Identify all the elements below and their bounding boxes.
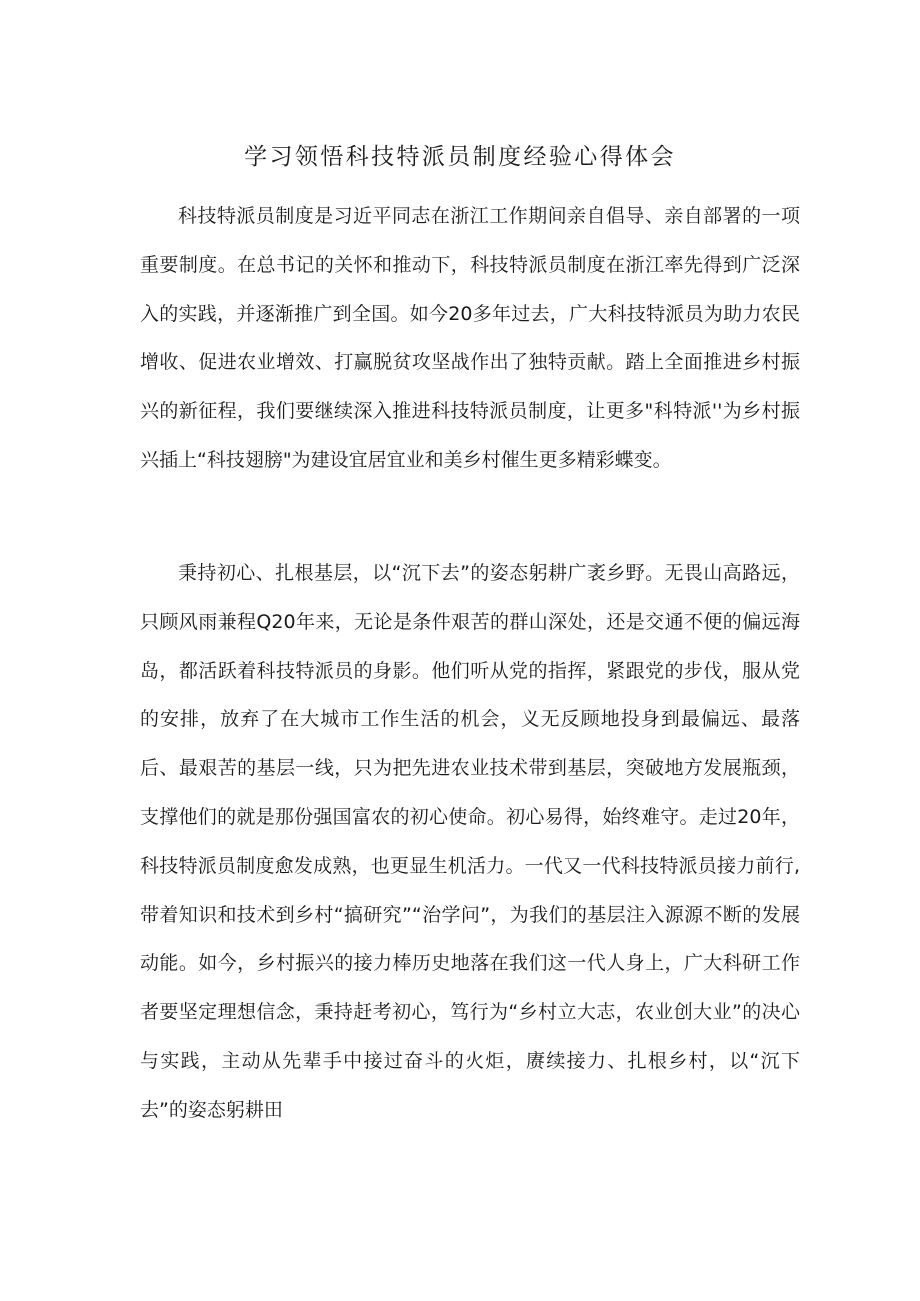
paragraph-1: 科技特派员制度是习近平同志在浙江工作期间亲自倡导、亲自部署的一项重要制度。在总书记的关怀和推动下，科技特派员制度在浙江率先得到广泛深入的实践，并逐渐推广到全国。如今20多年过去，广大科技特派员为助力农民增收、促进农业增效、打赢脱贫攻坚战作出了独特贡献。踏上全面推进乡村振兴的新征程，我们要继续深入推进科技特派员制度，让更多"科特派''为乡村振兴插上“科技翅膀"为建设宜居宜业和美乡村催生更多精彩蝶变。 — [140, 205, 800, 471]
document-title: 学习领悟科技特派员制度经验心得体会 — [244, 144, 676, 171]
paragraph-2: 秉持初心、扎根基层，以“沉下去”的姿态躬耕广袤乡野。无畏山高路远，只顾风雨兼程Q20年来，无论是条件艰苦的群山深处，还是交通不便的偏远海岛，都活跃着科技特派员的身影。他们听从党的指挥，紧跟党的步伐，服从党的安排，放弃了在大城市工作生活的机会，义无反顾地投身到最偏远、最落后、最艰苦的基层一线，只为把先进农业技术带到基层，突破地方发展瓶颈，支撑他们的就是那份强国富农的初心使命。初心易得，始终难守。走过20年，科技特派员制度愈发成熟，也更显生机活力。一代又一代科技特派员接力前行,带着知识和技术到乡村“搞研究”“治学问”，为我们的基层注入源源不断的发展动能。如今，乡村振兴的接力棒历史地落在我们这一代人身上，广大科研工作者要坚定理想信念，秉持赶考初心，笃行为“乡村立大志，农业创大业”的决心与实践，主动从先辈手中接过奋斗的火炬，赓续接力、扎根乡村，以“沉下去”的姿态躬耕田 — [140, 562, 800, 1121]
